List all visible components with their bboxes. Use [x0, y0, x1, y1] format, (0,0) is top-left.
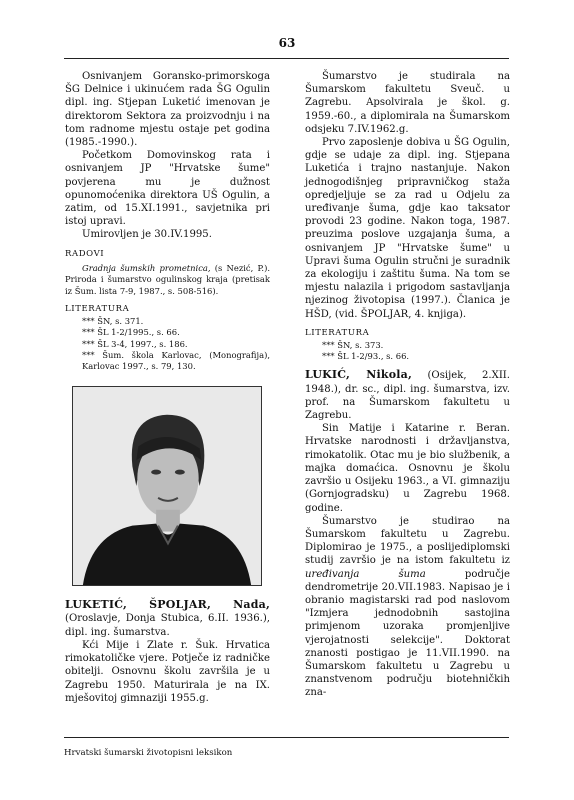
- paragraph: Šumarstvo je studirala na Šumarskom fakultetu Sveuč. u Zagrebu. Apsolvirala je škol. g. 1959.-60., a diplomirala na Šumarskom odsjeku 7.IV.1962.g.: [305, 71, 510, 135]
- literature-item: *** ŠL 1-2/93., s. 66.: [322, 351, 410, 362]
- top-rule: [64, 58, 509, 59]
- paragraph: Početkom Domovinskog rata i osnivanjem JP "Hrvatske šume" povjerena mu je dužnost opunomoćenika direktora UŠ Ogulin, a zatim, od 15.XI.1991., savjetnika pri istoj upravi.: [65, 150, 270, 228]
- paragraph-text: područje dendrometrije 20.VII.1983. Napisao je i obranio magistarski rad pod naslovom "Izmjera jednodobnih sastojina primjenom uzoraka promjenljive vjerojatnosti selekcije". Doktorat znanosti postigao je 11.VII.1990. na Šumarskom fakultetu u Zagrebu u znanstvenom području biotehničkih zna-: [305, 568, 510, 699]
- paragraph: [305, 515, 510, 700]
- bottom-rule: [64, 737, 509, 738]
- entry-name: LUKETIĆ, ŠPOLJAR, Nada,: [65, 598, 270, 612]
- literature-item: *** ŠN, s. 373.: [322, 340, 384, 351]
- work-details: (s Nezić, P.). Priroda i šumarstvo ogulinskog kraja (pretisak iz Šum. lista 7-9, 1987., s. 508-516).: [65, 262, 270, 296]
- right-column: [305, 70, 510, 700]
- portrait-image: [73, 387, 261, 585]
- page-number: 63: [278, 36, 296, 50]
- literature-item: *** Šum. škola Karlovac, (Monografija), Karlovac 1997., s. 79, 130.: [82, 349, 270, 372]
- work-title: Gradnja šumskih prometnica,: [82, 262, 211, 273]
- section-heading-literatura: LITERATURA: [65, 304, 130, 315]
- paragraph: Umirovljen je 30.IV.1995.: [82, 229, 212, 241]
- paragraph: Prvo zaposlenje dobiva u ŠG Ogulin, gdje se udaje za dipl. ing. Stjepana Luketića i trajno nastanjuje. Nakon jednogodišnjeg pripravničkog staža opredjeljuje se za rad u Odjelu za uređivanje šuma, gdje kao taksator provodi 23 godine. Nakon toga, 1987. preuzima poslove uzgajanja šuma, a osnivanjem JP "Hrvatske šume" u Upravi šuma Ogulin stručni je suradnik za ekologiju i zaštitu šuma. Na tom se mjestu nalazila i prigodom sastavljanja njezinog životopisa (1997.). Članica je HŠD, (vid. ŠPOLJAR, 4. knjiga).: [305, 137, 510, 320]
- paragraph: Kći Mije i Zlate r. Šuk. Hrvatica rimokatoličke vjere. Potječe iz radničke obitelji. Osnovnu školu završila je u Zagrebu 1950. Maturirala je na IX. mješovitoj gimnaziji 1955.g.: [65, 639, 270, 704]
- entry-details: (Oroslavje, Donja Stubica, 6.II. 1936.), dipl. ing. šumarstva.: [65, 613, 270, 638]
- entry-name: LUKIĆ, Nikola,: [305, 368, 413, 382]
- literature-item: *** ŠL 1-2/1995., s. 66.: [82, 327, 180, 338]
- portrait-photo: [72, 386, 262, 586]
- entry-heading: [65, 598, 270, 639]
- literature-item: *** ŠL 3-4, 1997., s. 186.: [82, 338, 188, 349]
- literature-item: *** ŠN, s. 371.: [82, 316, 144, 327]
- footer-text: Hrvatski šumarski životopisni leksikon: [64, 748, 233, 758]
- paragraph-text: Šumarstvo je studirao na Šumarskom fakultetu u Zagrebu. Diplomirao je 1975., a poslijediplomski studij završio je na istom fakultetu iz: [305, 515, 510, 567]
- bibliography-item: [65, 263, 270, 297]
- entry-heading: [305, 368, 510, 422]
- paragraph: Sin Matije i Katarine r. Beran. Hrvatske narodnosti i državljanstva, rimokatolik. Otac mu je bio službenik, a majka domaćica. Osnovnu je školu završio u Osijeku 1963., a VI. gimnaziju (Gornjogradsku) u Zagrebu 1968. godine.: [305, 423, 510, 514]
- entry-details: (Osijek, 2.XII. 1948.), dr. sc., dipl. ing. šumarstva, izv. prof. na Šumarskom fakultetu u Zagrebu.: [305, 370, 510, 422]
- section-heading-radovi: RADOVI: [65, 248, 105, 259]
- italic-term: uređivanja šuma: [305, 568, 426, 580]
- section-heading-literatura: LITERATURA: [305, 327, 370, 338]
- paragraph: Osnivanjem Goransko-primorskoga ŠG Delnice i ukinućem rada ŠG Ogulin dipl. ing. Stjepan Luketić imenovan je direktorom Sektora za proizvodnju i na tom radnome mjestu ostaje pet godina (1985.-1990.).: [65, 71, 270, 149]
- left-column: [65, 70, 270, 705]
